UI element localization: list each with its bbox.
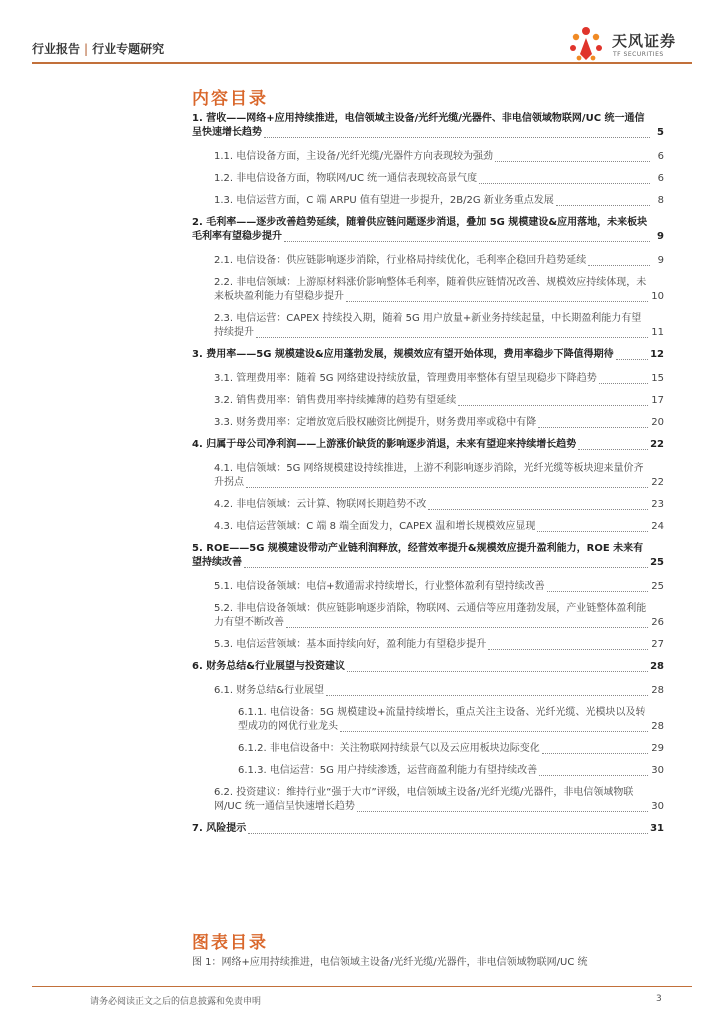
toc-entry-page: 23 <box>651 499 664 510</box>
toc-entry-text: 3.2. 销售费用率：销售费用率持续摊薄的趋势有望延续 <box>214 395 457 406</box>
toc-leader-dots <box>264 137 650 138</box>
toc-entry-text: 3.3. 财务费用率：定增放宽后股权融资比例提升，财务费用率或稳中有降 <box>214 417 537 428</box>
toc-entry[interactable] <box>192 786 664 814</box>
toc-entry-page: 22 <box>650 439 664 450</box>
toc-entry[interactable] <box>192 580 664 594</box>
toc-entry-text: 2.3. 电信运营：CAPEX 持续投入期，随着 5G 用户放量+新业务持续起量，中长期盈利能力有望持续提升 <box>214 313 642 338</box>
toc-entry-page: 20 <box>651 417 664 428</box>
company-logo <box>566 24 706 64</box>
toc-leader-dots <box>248 833 650 834</box>
toc-entry[interactable] <box>192 520 664 534</box>
toc-entry[interactable] <box>192 372 664 386</box>
toc-entry-text: 1.2. 非电信设备方面，物联网/UC 统一通信表现较高景气度 <box>214 173 478 184</box>
header-separator: | <box>84 42 89 56</box>
toc-entry[interactable] <box>192 462 664 490</box>
figure-list-title: 图表目录 <box>192 933 268 953</box>
toc-entry-text: 4.2. 非电信领域：云计算、物联网长期趋势不改 <box>214 499 427 510</box>
toc-leader-dots <box>286 627 650 628</box>
toc-entry[interactable] <box>192 194 664 208</box>
toc-entry-text: 6.1. 财务总结&行业展望 <box>214 685 325 696</box>
figure-entry[interactable]: 图 1：网络+应用持续推进，电信领域主设备/光纤光缆/光器件，非电信领域物联网/UC 统 <box>192 957 588 968</box>
footer-rule <box>32 986 692 987</box>
toc-entry[interactable] <box>192 150 664 164</box>
toc-entry-page: 31 <box>650 823 664 834</box>
toc-entry-text: 2.2. 非电信领域：上游原材料涨价影响整体毛利率，随着供应链情况改善、规模效应持续体现，未来板块盈利能力有望稳步提升 <box>214 277 647 302</box>
toc-entry-text: 4.3. 电信运营领域：C 端 8 端全面发力，CAPEX 温和增长规模效应显现 <box>214 521 536 532</box>
toc-entry-text: 7. 风险提示 <box>192 823 247 834</box>
toc-leader-dots <box>542 753 650 754</box>
toc-list <box>192 112 664 846</box>
toc-entry[interactable] <box>192 822 664 836</box>
toc-entry-text: 5.3. 电信运营领域：基本面持续向好，盈利能力有望稳步提升 <box>214 639 487 650</box>
header-rule <box>32 62 692 64</box>
toc-entry-page: 30 <box>651 801 664 812</box>
toc-entry-text: 5.2. 非电信设备领域：供应链影响逐步消除，物联网、云通信等应用蓬勃发展，产业链整体盈利能力有望不断改善 <box>214 603 647 628</box>
toc-entry-page: 5 <box>657 127 664 138</box>
toc-entry-page: 26 <box>651 617 664 628</box>
toc-entry-page: 9 <box>657 231 664 242</box>
toc-entry-text: 3. 费用率——5G 规模建设&应用蓬勃发展，规模效应有望开始体现，费用率稳步下降值得期待 <box>192 349 614 360</box>
toc-leader-dots <box>246 487 650 488</box>
toc-leader-dots <box>488 649 650 650</box>
logo-name: 天风证券 <box>612 32 677 50</box>
toc-entry[interactable] <box>192 438 664 452</box>
toc-entry[interactable] <box>192 742 664 756</box>
toc-entry[interactable] <box>192 684 664 698</box>
toc-entry-page: 22 <box>651 477 664 488</box>
toc-entry-page: 27 <box>651 639 664 650</box>
toc-entry[interactable] <box>192 706 664 734</box>
report-subcategory: 行业专题研究 <box>92 42 165 56</box>
toc-entry[interactable] <box>192 638 664 652</box>
toc-entry-text: 5. ROE——5G 规模建设带动产业链利润释放，经营效率提升&规模效应提升盈利能力，ROE 未来有望持续改善 <box>192 543 644 568</box>
toc-entry-text: 6.1.2. 非电信设备中：关注物联网持续景气以及云应用板块边际变化 <box>238 743 540 754</box>
toc-entry-page: 30 <box>651 765 664 776</box>
toc-leader-dots <box>458 405 650 406</box>
toc-entry[interactable] <box>192 660 664 674</box>
logo-icon <box>566 24 606 64</box>
toc-entry-page: 28 <box>651 685 664 696</box>
toc-entry-text: 6. 财务总结&行业展望与投资建议 <box>192 661 345 672</box>
toc-leader-dots <box>326 695 650 696</box>
toc-entry-page: 25 <box>651 581 664 592</box>
toc-entry-page: 28 <box>650 661 664 672</box>
toc-leader-dots <box>556 205 650 206</box>
toc-entry-page: 17 <box>651 395 664 406</box>
toc-leader-dots <box>616 359 650 360</box>
toc-leader-dots <box>479 183 650 184</box>
toc-entry[interactable] <box>192 542 664 570</box>
toc-entry-text: 4.1. 电信领域：5G 网络规模建设持续推进，上游不利影响逐步消除，光纤光缆等板块迎来量价齐升拐点 <box>214 463 644 488</box>
toc-leader-dots <box>547 591 650 592</box>
toc-entry-page: 10 <box>651 291 664 302</box>
toc-leader-dots <box>357 811 650 812</box>
toc-leader-dots <box>538 427 650 428</box>
toc-leader-dots <box>588 265 650 266</box>
toc-entry-page: 6 <box>657 151 664 162</box>
toc-leader-dots <box>495 161 650 162</box>
toc-entry-text: 6.2. 投资建议：维持行业“强于大市”评级，电信领域主设备/光纤光缆/光器件，非电信领域物联网/UC 统一通信呈快速增长趋势 <box>214 787 634 812</box>
toc-entry[interactable] <box>192 276 664 304</box>
toc-entry-text: 1. 营收——网络+应用持续推进，电信领域主设备/光纤光缆/光器件、非电信领域物联网/UC 统一通信呈快速增长趋势 <box>192 113 645 138</box>
page-number: 3 <box>656 994 662 1004</box>
toc-entry[interactable] <box>192 112 664 140</box>
toc-entry[interactable] <box>192 312 664 340</box>
toc-entry-page: 15 <box>651 373 664 384</box>
toc-leader-dots <box>256 337 650 338</box>
toc-leader-dots <box>599 383 650 384</box>
toc-entry[interactable] <box>192 216 664 244</box>
toc-entry-text: 4. 归属于母公司净利润——上游涨价缺货的影响逐步消退，未来有望迎来持续增长趋势 <box>192 439 577 450</box>
toc-leader-dots <box>578 449 650 450</box>
toc-leader-dots <box>537 531 650 532</box>
toc-entry-page: 8 <box>657 195 664 206</box>
toc-entry-text: 2. 毛利率——逐步改善趋势延续，随着供应链问题逐步消退，叠加 5G 规模建设&应用落地，未来板块毛利率有望稳步提升 <box>192 217 648 242</box>
toc-entry[interactable] <box>192 498 664 512</box>
toc-entry[interactable] <box>192 394 664 408</box>
toc-entry-text: 2.1. 电信设备：供应链影响逐步消除，行业格局持续优化，毛利率企稳回升趋势延续 <box>214 255 587 266</box>
toc-entry[interactable] <box>192 348 664 362</box>
report-category: 行业报告 <box>32 42 81 56</box>
toc-entry-text: 6.1.1. 电信设备：5G 规模建设+流量持续增长，重点关注主设备、光纤光缆、光模块以及转型成功的网优行业龙头 <box>238 707 646 732</box>
toc-entry-page: 24 <box>651 521 664 532</box>
toc-leader-dots <box>347 671 650 672</box>
toc-entry-page: 25 <box>650 557 664 568</box>
toc-leader-dots <box>428 509 650 510</box>
toc-entry[interactable] <box>192 764 664 778</box>
toc-entry-text: 6.1.3. 电信运营：5G 用户持续渗透，运营商盈利能力有望持续改善 <box>238 765 538 776</box>
toc-entry[interactable] <box>192 172 664 186</box>
toc-entry-text: 5.1. 电信设备领域：电信+数通需求持续增长，行业整体盈利有望持续改善 <box>214 581 545 592</box>
toc-entry-text: 1.1. 电信设备方面，主设备/光纤光缆/光器件方向表现较为强劲 <box>214 151 493 162</box>
toc-entry[interactable] <box>192 254 664 268</box>
toc-leader-dots <box>340 731 650 732</box>
toc-entry-page: 6 <box>657 173 664 184</box>
toc-entry[interactable] <box>192 602 664 630</box>
toc-entry[interactable] <box>192 416 664 430</box>
toc-entry-text: 3.1. 管理费用率：随着 5G 网络建设持续放量，管理费用率整体有望呈现稳步下降趋势 <box>214 373 597 384</box>
toc-leader-dots <box>539 775 650 776</box>
toc-leader-dots <box>346 301 650 302</box>
toc-entry-page: 11 <box>651 327 664 338</box>
toc-leader-dots <box>284 241 650 242</box>
toc-title: 内容目录 <box>192 89 268 109</box>
toc-entry-page: 29 <box>651 743 664 754</box>
toc-leader-dots <box>244 567 650 568</box>
disclaimer-note: 请务必阅读正文之后的信息披露和免责申明 <box>90 997 262 1007</box>
logo-subtitle: TF SECURITIES <box>613 51 664 58</box>
toc-entry-page: 28 <box>651 721 664 732</box>
toc-entry-page: 9 <box>657 255 664 266</box>
report-header <box>32 40 164 57</box>
toc-entry-page: 12 <box>650 349 664 360</box>
toc-entry-text: 1.3. 电信运营方面，C 端 ARPU 值有望进一步提升，2B/2G 新业务重点发展 <box>214 195 554 206</box>
